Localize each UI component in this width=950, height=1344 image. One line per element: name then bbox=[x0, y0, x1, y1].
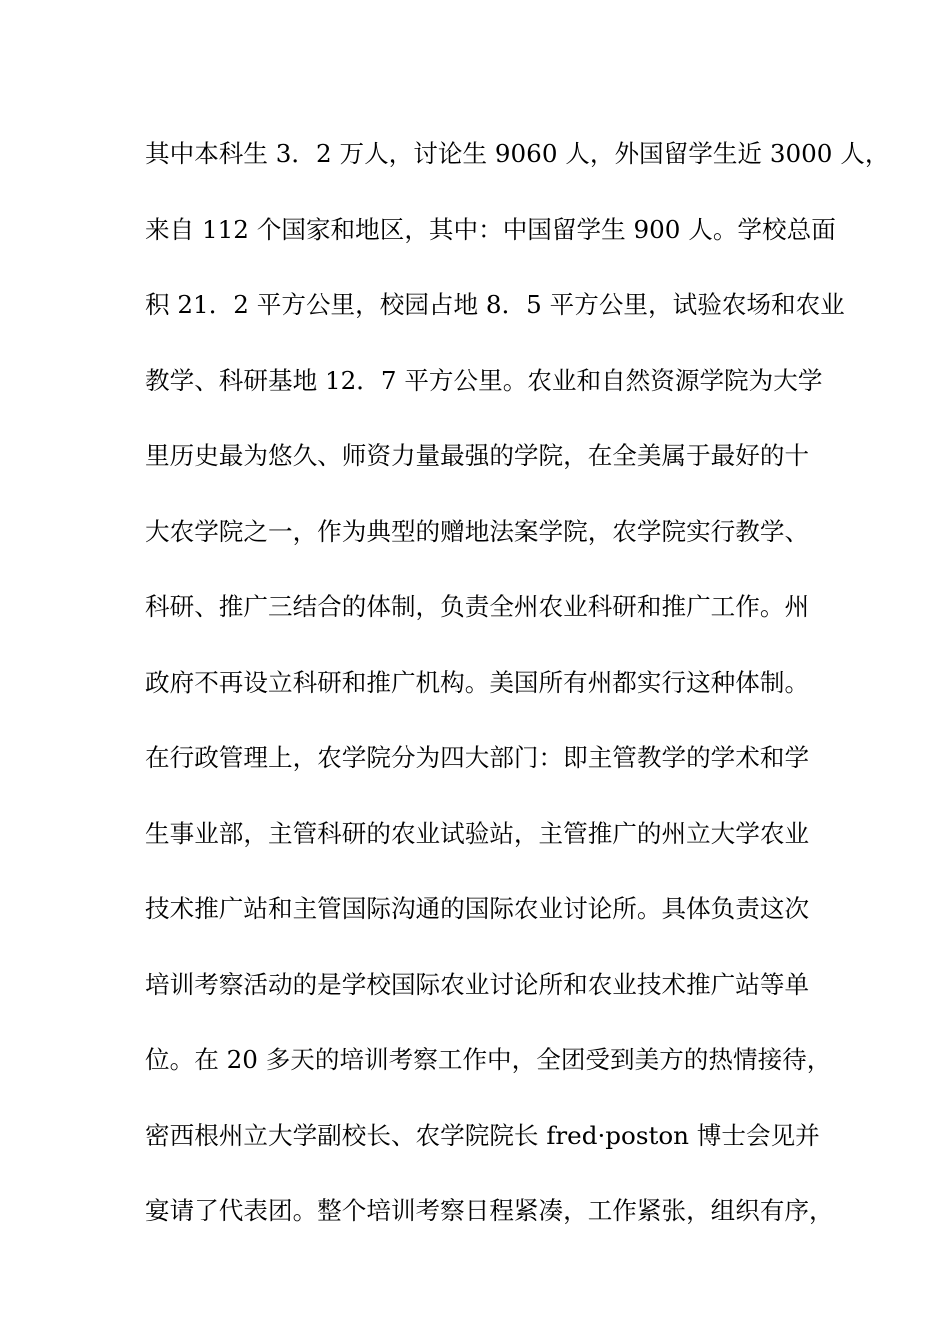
text-line: 生事业部，主管科研的农业试验站，主管推广的州立大学农业 bbox=[145, 818, 810, 848]
text-line: 教学、科研基地 12．7 平方公里。农业和自然资源学院为大学 bbox=[145, 365, 823, 395]
text-line: 培训考察活动的是学校国际农业讨论所和农业技术推广站等单 bbox=[145, 969, 810, 999]
text-line: 其中本科生 3．2 万人，讨论生 9060 人，外国留学生近 3000 人， bbox=[145, 139, 890, 168]
text-line: 里历史最为悠久、师资力量最强的学院，在全美属于最好的十 bbox=[145, 441, 810, 470]
text-line: 技术推广站和主管国际沟通的国际农业讨论所。具体负责这次 bbox=[145, 894, 810, 923]
text-line: 政府不再设立科研和推广机构。美国所有州都实行这种体制。 bbox=[145, 667, 810, 697]
text-line: 来自 112 个国家和地区，其中：中国留学生 900 人。学校总面 bbox=[145, 214, 836, 244]
text-line: 积 21．2 平方公里，校园占地 8．5 平方公里，试验农场和农业 bbox=[145, 290, 845, 319]
text-line: 科研、推广三结合的体制，负责全州农业科研和推广工作。州 bbox=[145, 592, 810, 621]
text-line: 密西根州立大学副校长、农学院院长 fred·poston 博士会见并 bbox=[145, 1120, 820, 1150]
text-line: 在行政管理上，农学院分为四大部门：即主管教学的学术和学 bbox=[145, 743, 810, 772]
text-line: 位。在 20 多天的培训考察工作中，全团受到美方的热情接待， bbox=[145, 1045, 832, 1074]
body-text bbox=[145, 132, 890, 1265]
text-line: 宴请了代表团。整个培训考察日程紧凑，工作紧张，组织有序， bbox=[145, 1196, 834, 1225]
text-line: 大农学院之一，作为典型的赠地法案学院，农学院实行教学、 bbox=[145, 516, 810, 546]
